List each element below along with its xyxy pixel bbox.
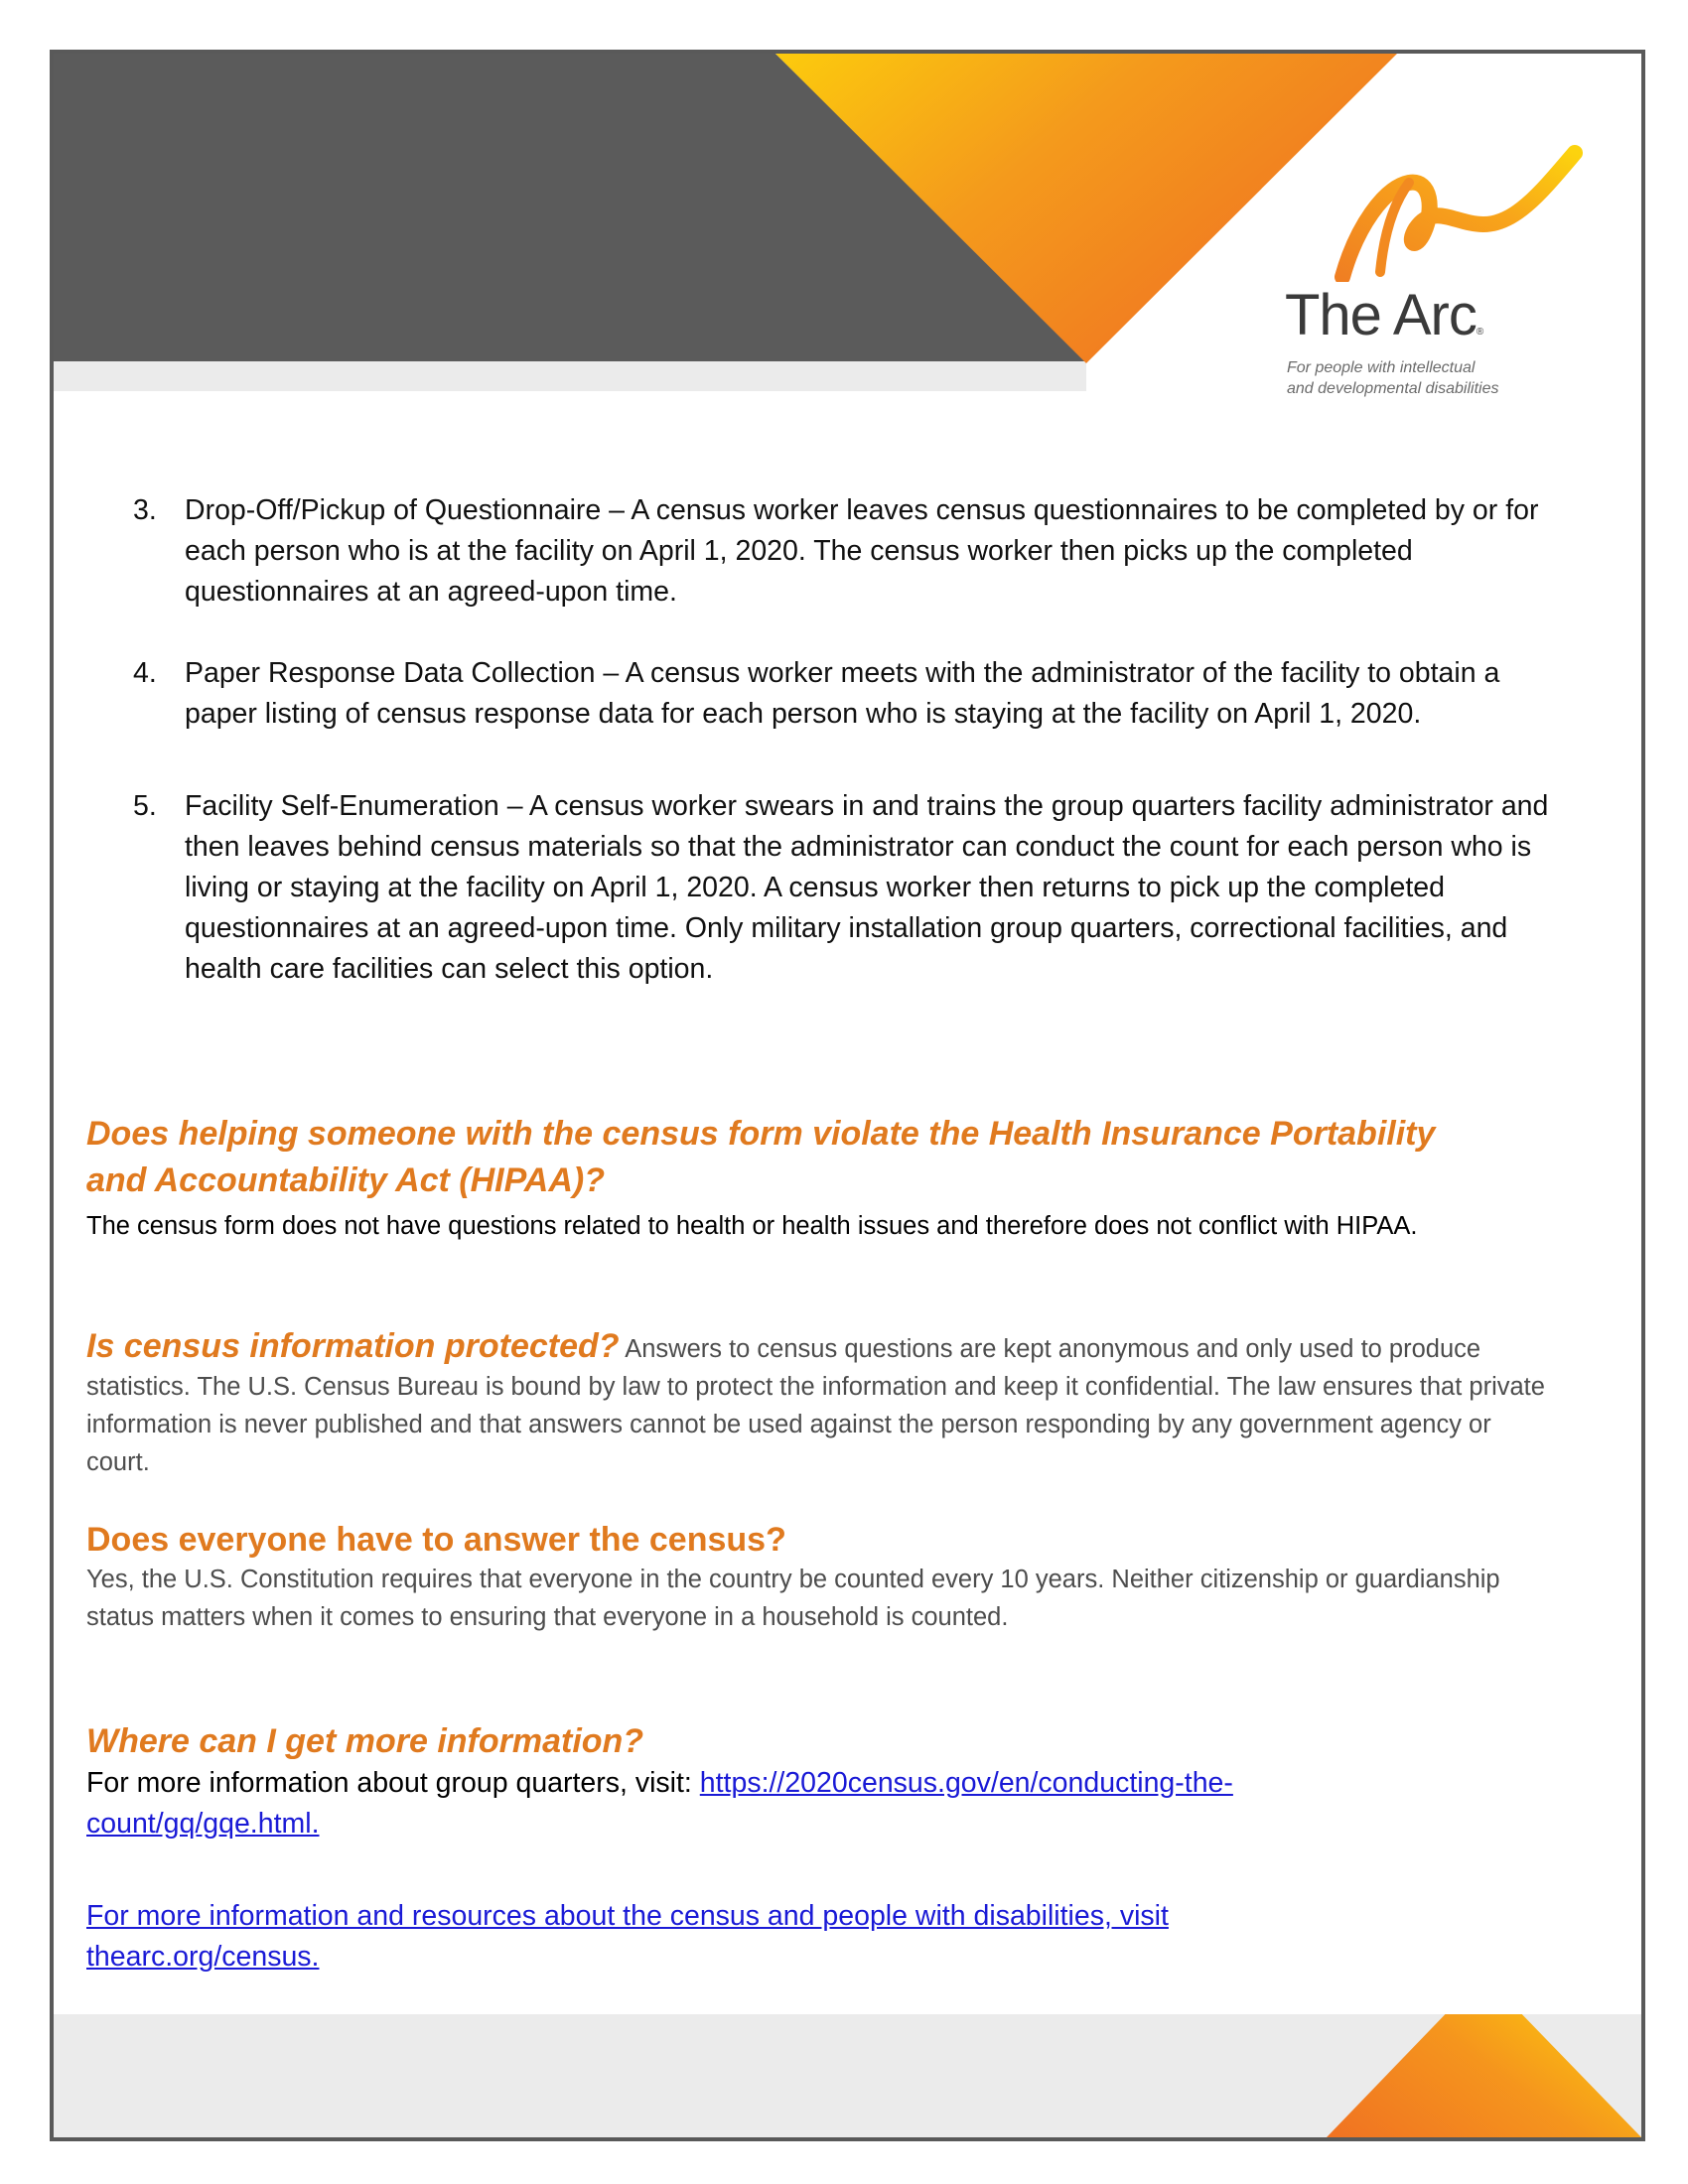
group-quarters-link[interactable]: https://2020census.gov/en/conducting-the-count/gq/gqe.html. [86, 1767, 1233, 1840]
group-quarters-info [86, 1763, 1407, 1844]
more-info-question: Where can I get more information? [86, 1722, 644, 1760]
list-item [133, 786, 1553, 990]
hipaa-question: Does helping someone with the census form violate the Health Insurance Portability and Accountability Act (HIPAA)? [86, 1115, 1436, 1199]
protected-section [86, 1327, 1546, 1481]
page-frame [50, 50, 1645, 2141]
list-item-text: Paper Response Data Collection – A census worker meets with the administrator of the facility to obtain a paper listing of census response data for each person who is staying at the facility on April 1, 2020. [185, 657, 1500, 730]
header-light-strip [54, 361, 1086, 391]
group-quarters-intro: For more information about group quarters, visit: [86, 1767, 700, 1799]
resources-info [86, 1896, 1298, 1978]
list-item-text: Facility Self-Enumeration – A census worker swears in and trains the group quarters facility administrator and then leaves behind census materials so that the administrator can conduct the count for each person who is living or staying at the facility on April 1, 2020. A census worker then returns to pick up the completed questionnaires at an agreed-upon time. Only military installation group quarters, correctional facilities, and health care facilities can select this option. [185, 790, 1549, 985]
everyone-answer: Yes, the U.S. Constitution requires that everyone in the country be counted every 10 years. Neither citizenship or guardianship status matters when it comes to ensuring that everyone in a household is counted. [86, 1566, 1500, 1631]
list-number: 5. [133, 790, 157, 822]
footer-banner [54, 2014, 1641, 2137]
logo-wordmark: The Arc® [1285, 283, 1483, 347]
the-arc-logo [1285, 133, 1613, 421]
hipaa-answer: The census form does not have questions related to health or health issues and therefore does not conflict with HIPAA. [86, 1212, 1418, 1240]
census-resources-link[interactable]: For more information and resources about the census and people with disabilities, visit thearc.org/census. [86, 1900, 1169, 1973]
list-item [133, 490, 1553, 613]
enumeration-methods-list [133, 490, 1553, 990]
everyone-question: Does everyone have to answer the census? [86, 1521, 786, 1559]
arc-swoosh-icon [1285, 133, 1613, 282]
list-number: 3. [133, 494, 157, 526]
list-item-text: Drop-Off/Pickup of Questionnaire – A census worker leaves census questionnaires to be completed by or for each person who is at the facility on April 1, 2020. The census worker then picks up the completed questionnaires at an agreed-upon time. [185, 494, 1539, 608]
list-number: 4. [133, 657, 157, 689]
logo-tagline: For people with intellectual and developmental disabilities [1287, 359, 1499, 397]
list-item [133, 653, 1553, 735]
protected-question: Is census information protected? [86, 1327, 620, 1365]
protected-answer: Answers to census questions are kept anonymous and only used to produce statistics. The U.S. Census Bureau is bound by law to protect the information and keep it confidential. The law ensures that private information is never published and that answers cannot be used against the person responding by any government agency or court. [86, 1335, 1545, 1476]
footer-graphic [54, 2014, 1641, 2137]
